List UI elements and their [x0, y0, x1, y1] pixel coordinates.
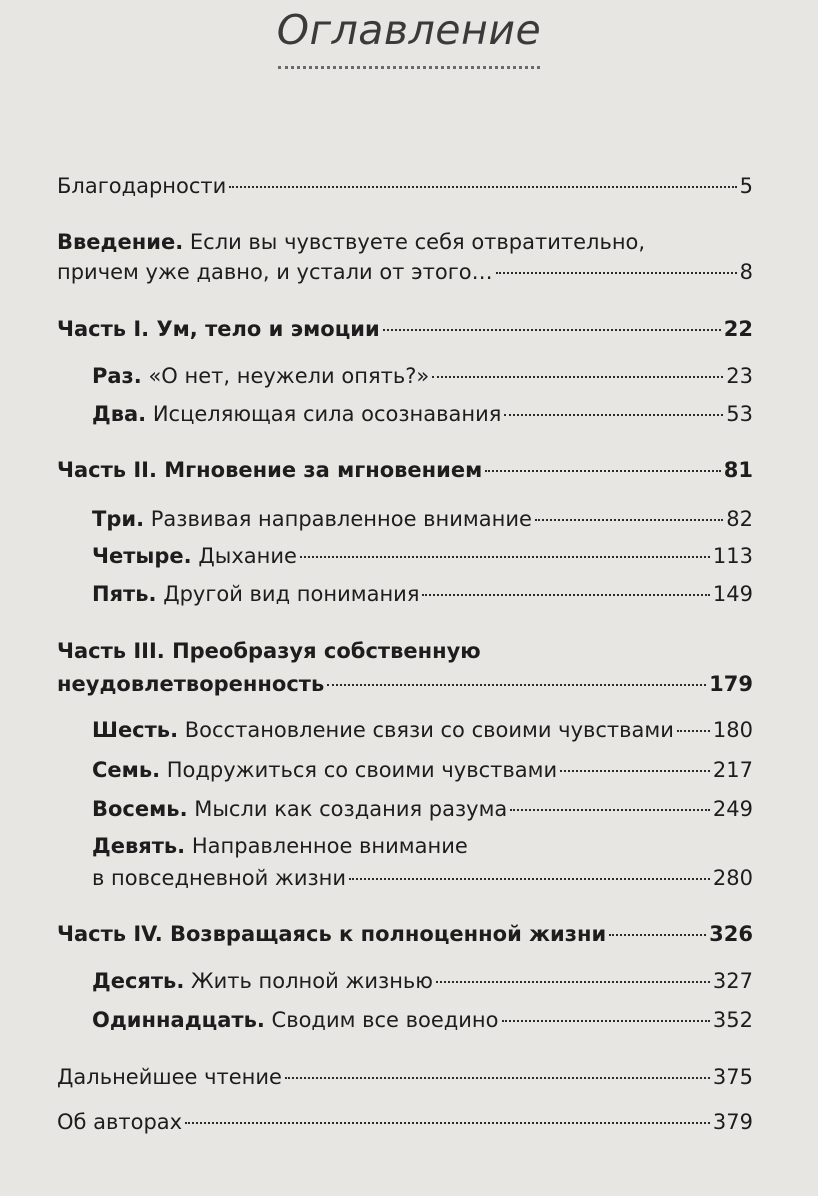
- toc-page-number: 352: [712, 1008, 753, 1032]
- toc-entry-title: Об авторах: [57, 1110, 183, 1134]
- toc-page-number: 326: [709, 922, 753, 946]
- toc-chapter-title: Сводим все воедино: [271, 1008, 499, 1032]
- toc-part-1[interactable]: [57, 315, 753, 343]
- toc-page-number: 82: [726, 507, 753, 531]
- toc-part-title: Часть I. Ум, тело и эмоции: [57, 317, 380, 341]
- toc-chapter-title: в повседневной жизни: [92, 866, 347, 890]
- toc-chapter-title: «О нет, неужели опять?»: [148, 364, 430, 388]
- toc-part-title: неудовлетворенность: [57, 672, 325, 696]
- toc-chapter-4[interactable]: [92, 542, 753, 570]
- toc-chapter-label: Четыре.: [92, 544, 192, 568]
- toc-part-2[interactable]: [57, 456, 753, 484]
- toc-chapter-10[interactable]: [92, 967, 753, 995]
- dot-leader: [677, 730, 710, 732]
- dot-leader: [185, 1122, 710, 1124]
- page-title: Оглавление: [276, 6, 542, 54]
- toc-chapter-title: Мысли как создания разума: [194, 797, 508, 821]
- toc-page-number: 327: [712, 969, 753, 993]
- toc-page-number: 249: [712, 797, 753, 821]
- toc-entry-intro-line1[interactable]: [57, 228, 645, 256]
- toc-page-number: 217: [712, 758, 753, 782]
- dot-leader: [349, 878, 710, 880]
- toc-entry-authors[interactable]: [57, 1108, 753, 1136]
- toc-chapter-6[interactable]: [92, 716, 753, 744]
- dot-leader: [300, 556, 710, 558]
- toc-entry-label: Введение.: [57, 230, 184, 254]
- toc-part-title: Часть III. Преобразуя собственную: [57, 639, 481, 663]
- dot-leader: [383, 329, 721, 331]
- dot-leader: [504, 414, 723, 416]
- toc-chapter-title: Восстановление связи со своими чувствами: [184, 718, 674, 742]
- toc-page-number: 5: [739, 174, 753, 198]
- toc-chapter-title: Развивая направленное внимание: [150, 507, 532, 531]
- toc-chapter-title: Подружиться со своими чувствами: [166, 758, 558, 782]
- toc-chapter-label: Семь.: [92, 758, 161, 782]
- toc-page-number: 379: [712, 1110, 753, 1134]
- toc-entry-further-reading[interactable]: [57, 1063, 753, 1091]
- toc-chapter-title: Направленное внимание: [191, 834, 468, 858]
- toc-chapter-title: Исцеляющая сила осознавания: [152, 402, 502, 426]
- toc-page-number: 22: [723, 317, 753, 341]
- toc-chapter-label: Раз.: [92, 364, 142, 388]
- toc-page-number: 81: [723, 458, 753, 482]
- dot-leader: [432, 376, 723, 378]
- toc-chapter-8[interactable]: [92, 795, 753, 823]
- toc-chapter-label: Пять.: [92, 582, 157, 606]
- toc-page-number: 23: [726, 364, 753, 388]
- toc-part-3-line2[interactable]: [57, 670, 753, 698]
- dot-leader: [229, 186, 736, 188]
- toc-page-number: 280: [712, 866, 753, 890]
- toc-entry-intro-line2[interactable]: [57, 258, 753, 286]
- toc-chapter-title: Дыхание: [198, 544, 297, 568]
- dot-leader: [436, 981, 710, 983]
- toc-chapter-1[interactable]: [92, 362, 753, 390]
- toc-chapter-5[interactable]: [92, 580, 753, 608]
- toc-chapter-label: Десять.: [92, 969, 185, 993]
- dot-leader: [560, 770, 710, 772]
- toc-page-number: 180: [712, 718, 753, 742]
- dot-leader: [502, 1020, 710, 1022]
- toc-chapter-9-line2[interactable]: [92, 864, 753, 892]
- dot-leader: [510, 809, 710, 811]
- toc-chapter-label: Два.: [92, 402, 147, 426]
- dot-leader: [285, 1077, 710, 1079]
- toc-chapter-label: Девять.: [92, 834, 186, 858]
- toc-chapter-title: Жить полной жизнью: [191, 969, 433, 993]
- dot-leader: [327, 684, 706, 686]
- toc-chapter-9-line1[interactable]: [92, 832, 468, 860]
- dot-leader: [496, 272, 737, 274]
- dot-leader: [535, 519, 723, 521]
- toc-chapter-label: Восемь.: [92, 797, 188, 821]
- toc-part-4[interactable]: [57, 920, 753, 948]
- toc-chapter-label: Шесть.: [92, 718, 179, 742]
- toc-chapter-label: Одиннадцать.: [92, 1008, 265, 1032]
- toc-page-number: 113: [712, 544, 753, 568]
- toc-entry-title: Если вы чувствуете себя отвратительно,: [189, 230, 646, 254]
- dot-leader: [485, 470, 720, 472]
- toc-entry-acknowledgements[interactable]: [57, 172, 753, 200]
- toc-chapter-label: Три.: [92, 507, 145, 531]
- toc-page-number: 375: [712, 1065, 753, 1089]
- toc-chapter-2[interactable]: [92, 400, 753, 428]
- toc-entry-title: причем уже давно, и устали от этого…: [57, 260, 493, 284]
- toc-page-number: 53: [726, 402, 753, 426]
- toc-chapter-title: Другой вид понимания: [163, 582, 420, 606]
- toc-part-3-line1[interactable]: [57, 637, 481, 665]
- toc-chapter-3[interactable]: [92, 505, 753, 533]
- toc-page-number: 8: [739, 260, 753, 284]
- toc-part-title: Часть IV. Возвращаясь к полноценной жизни: [57, 922, 607, 946]
- toc-entry-title: Благодарности: [57, 174, 227, 198]
- toc-part-title: Часть II. Мгновение за мгновением: [57, 458, 483, 482]
- toc-page-number: 179: [709, 672, 753, 696]
- toc-entry-title: Дальнейшее чтение: [57, 1065, 282, 1089]
- toc-chapter-7[interactable]: [92, 756, 753, 784]
- dot-leader: [422, 594, 709, 596]
- toc-page-number: 149: [712, 582, 753, 606]
- dot-leader: [609, 934, 706, 936]
- toc-chapter-11[interactable]: [92, 1006, 753, 1034]
